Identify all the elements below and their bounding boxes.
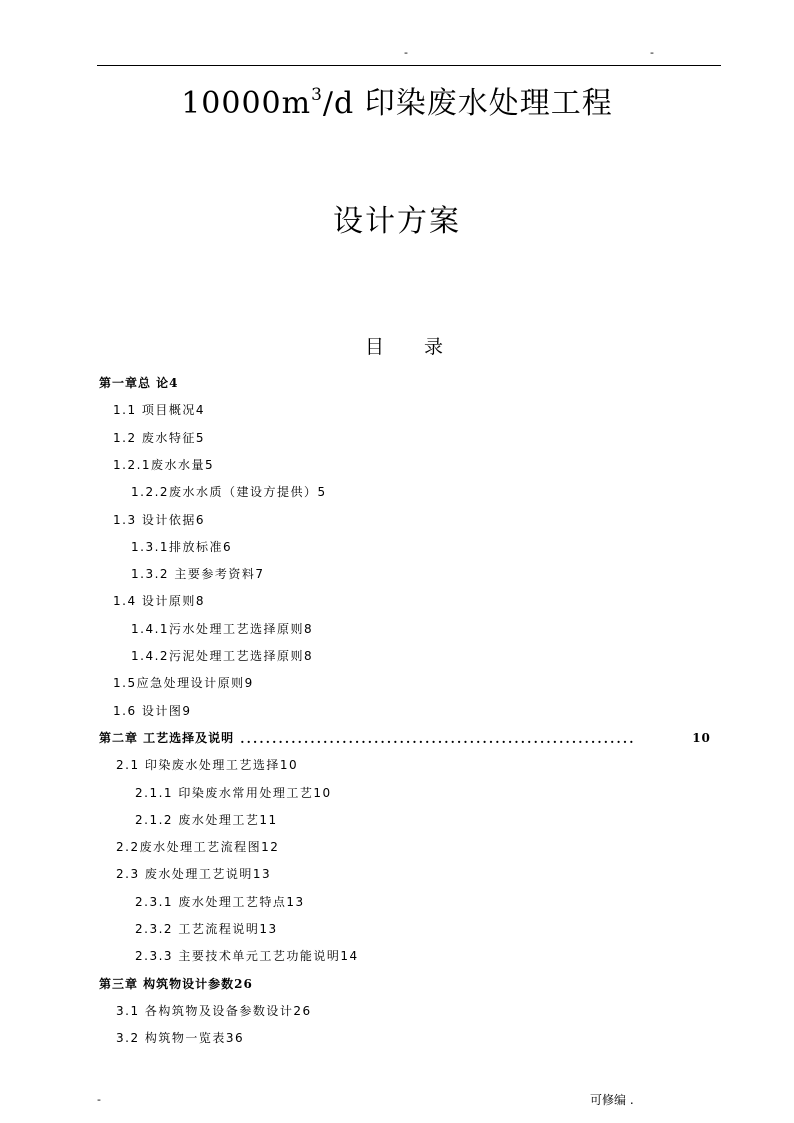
- toc-entry-label: 1.3.1排放标准6: [131, 539, 233, 554]
- toc-entry[interactable]: [113, 702, 192, 719]
- footer-mark: -: [97, 1093, 101, 1106]
- toc-entry[interactable]: [116, 1029, 244, 1046]
- toc-entry[interactable]: [116, 1002, 312, 1019]
- toc-entry[interactable]: [135, 920, 278, 937]
- toc-entry-label: 1.5应急处理设计原则9: [113, 676, 254, 691]
- toc-entry-label: 2.3.2 工艺流程说明13: [135, 922, 278, 936]
- toc-entry[interactable]: [135, 893, 305, 910]
- toc-entry-label: 第一章总 论4: [99, 376, 179, 390]
- toc-entry-label: 第三章 构筑物设计参数26: [99, 976, 253, 991]
- toc-entry[interactable]: [113, 429, 205, 446]
- toc-entry[interactable]: [99, 729, 711, 746]
- toc-entry[interactable]: [113, 674, 254, 691]
- footer-text: 可修编 .: [590, 1093, 634, 1107]
- toc-entry-label: 3.1 各构筑物及设备参数设计26: [116, 1003, 312, 1018]
- toc-entry[interactable]: [113, 592, 205, 609]
- toc-entry[interactable]: [131, 620, 313, 637]
- toc-entry-label: 1.2.1废水水量5: [113, 457, 215, 472]
- toc-entry-label: 第二章 工艺选择及说明: [99, 730, 235, 745]
- toc-entry[interactable]: [116, 756, 298, 773]
- title-prefix: 10000m: [181, 86, 312, 121]
- toc-entry-label: 2.3.1 废水处理工艺特点13: [135, 894, 305, 909]
- toc-entry[interactable]: [131, 483, 327, 500]
- toc-entry-label: 2.3 废水处理工艺说明13: [116, 867, 272, 882]
- toc-entry[interactable]: [99, 374, 179, 391]
- toc-entry[interactable]: [113, 401, 205, 418]
- toc-entry-label: 2.2废水处理工艺流程图12: [116, 840, 280, 855]
- toc-entry-label: 2.1.1 印染废水常用处理工艺10: [135, 785, 332, 800]
- toc-entry-label: 1.1 项目概况4: [113, 403, 206, 418]
- toc-entry[interactable]: [116, 865, 271, 882]
- toc-entry-label: 1.6 设计图9: [113, 703, 192, 718]
- toc-heading: 目 录: [364, 336, 454, 358]
- toc-entry-label: 3.2 构筑物一览表36: [116, 1031, 245, 1046]
- toc-entry[interactable]: [131, 538, 232, 555]
- toc-entry[interactable]: [135, 811, 278, 828]
- toc-entry[interactable]: [99, 975, 253, 992]
- document-subtitle: 设计方案: [333, 204, 461, 239]
- toc-entry-label: 1.4 设计原则8: [113, 594, 206, 609]
- header-mark-right: -: [650, 46, 654, 59]
- toc-entry-label: 2.3.3 主要技术单元工艺功能说明14: [135, 949, 359, 964]
- toc-entry-label: 1.4.1污水处理工艺选择原则8: [131, 621, 314, 636]
- toc-entry-label: 1.2.2废水水质（建设方提供）5: [131, 485, 327, 500]
- toc-entry[interactable]: [135, 784, 332, 801]
- toc-entry-label: 1.3 设计依据6: [113, 512, 206, 527]
- toc-entry[interactable]: [131, 565, 264, 582]
- header-mark-left: -: [404, 46, 408, 59]
- title-suffix: /d 印染废水处理工程: [322, 86, 613, 121]
- toc-entry[interactable]: [113, 456, 214, 473]
- toc-entry-label: 2.1 印染废水处理工艺选择10: [116, 758, 299, 773]
- title-superscript: 3: [311, 85, 323, 105]
- toc-entry-label: 1.4.2污泥处理工艺选择原则8: [131, 649, 314, 663]
- toc-entry[interactable]: [135, 947, 359, 964]
- toc-entry[interactable]: [131, 647, 313, 664]
- toc-leader-dots: ..............................................................: [240, 731, 636, 746]
- toc-entry-label: 1.2 废水特征5: [113, 430, 206, 445]
- toc-entry-label: 1.3.2 主要参考资料7: [131, 567, 265, 582]
- toc-entry[interactable]: [113, 511, 205, 528]
- toc-page-number: 10: [692, 730, 711, 745]
- toc-entry[interactable]: [116, 838, 279, 855]
- toc-entry-label: 2.1.2 废水处理工艺11: [135, 812, 278, 827]
